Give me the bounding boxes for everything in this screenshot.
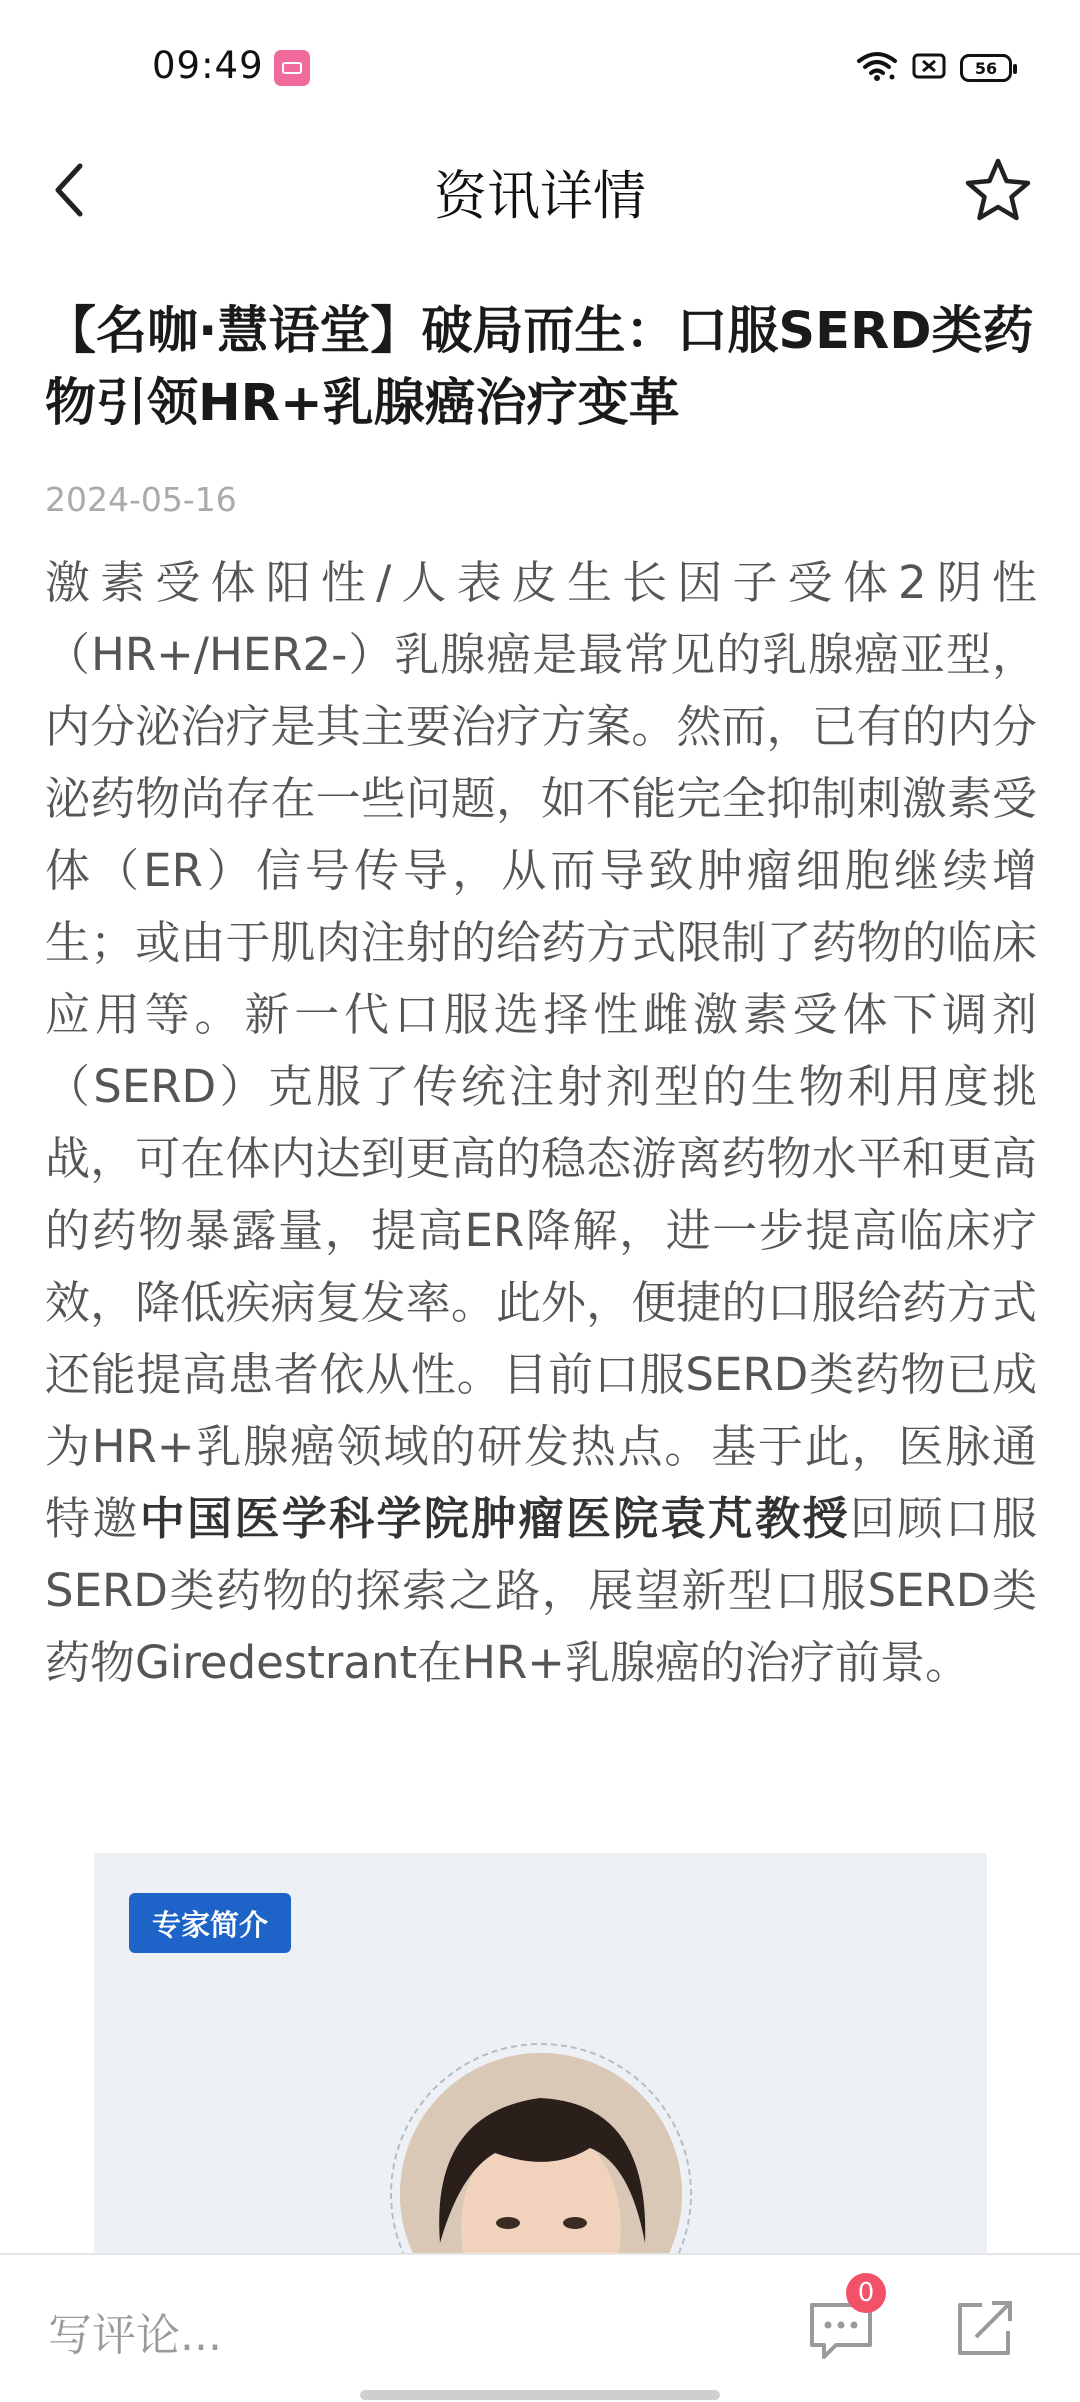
article-title: 【名咖·慧语堂】破局而生：口服SERD类药物引领HR+乳腺癌治疗变革 [45,302,1034,433]
share-icon [952,2295,1018,2361]
favorite-button[interactable] [956,148,1040,232]
comment-count-badge: 0 [846,2273,886,2313]
expert-card [94,1853,987,2253]
status-bar [0,0,1080,130]
status-icons [856,48,1012,88]
app-badge-icon [274,50,310,86]
bottom-bar [0,2253,1080,2402]
article-body-text-end: 回顾口服SERD类药物的探索之路，展望新型口服SERD类药物Giredestrant在HR+乳腺癌的治疗前景。 [45,1492,1037,1689]
article [45,296,1037,1699]
article-body [45,547,1037,1699]
nav-bar [0,130,1080,250]
sim-icon [912,52,946,84]
home-indicator[interactable] [360,2390,720,2400]
wifi-icon [856,49,898,87]
page-title: 资讯详情 [434,166,646,227]
battery-icon: 56 [960,54,1012,82]
star-icon [963,156,1033,224]
share-button[interactable] [952,2295,1018,2361]
article-body-text: 激素受体阳性/人表皮生长因子受体2阴性（HR+/HER2-）乳腺癌是最常见的乳腺癌亚型，内分泌治疗是其主要治疗方案。然而，已有的内分泌药物尚存在一些问题，如不能完全抑制刺激素受体（ER）信号传导，从而导致肿瘤细胞继续增生；或由于肌肉注射的给药方式限制了药物的临床应用等。新一代口服选择性雌激素受体下调剂（SERD）克服了传统注射剂型的生物利用度挑战，可在体内达到更高的稳态游离药物水平和更高的药物暴露量，提高ER降解，进一步提高临床疗效，降低疾病复发率。此外，便捷的口服给药方式还能提高患者依从性。目前口服SERD类药物已成为HR+乳腺癌领域的研发热点。基于此，医脉通特邀 [45,556,1037,1545]
article-date: 2024-05-16 [45,480,237,519]
status-time: 09:49 [152,44,264,87]
expert-tag: 专家简介 [129,1893,291,1953]
comment-input[interactable]: 写评论... [48,2310,222,2361]
article-body-highlight: 中国医学科学院肿瘤医院袁芃教授 [139,1492,850,1545]
